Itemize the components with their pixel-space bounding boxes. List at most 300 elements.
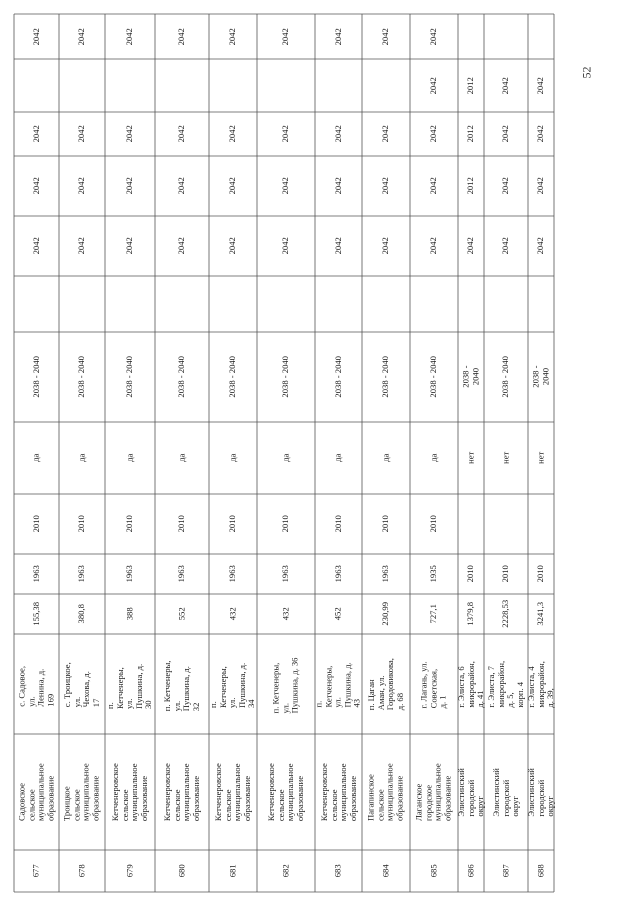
table-cell-c11 — [14, 216, 59, 276]
table-cell-area — [362, 594, 410, 634]
cell-text: 2042 — [76, 125, 87, 143]
table-cell-c10 — [528, 276, 554, 332]
table-cell-num — [315, 850, 362, 892]
table-cell-c13 — [59, 112, 105, 156]
table-cell-period — [155, 332, 209, 422]
table-cell-address — [14, 634, 59, 734]
table-cell-c14 — [155, 59, 209, 112]
cell-text: п. Кетченеры, ул. Пушкина, д. 36 — [270, 657, 300, 713]
table-cell-num — [14, 850, 59, 892]
table-cell-c12 — [209, 156, 257, 216]
table-cell-c15 — [528, 14, 554, 59]
table-cell-period — [362, 332, 410, 422]
table-cell-num — [257, 850, 315, 892]
cell-text: 230,99 — [380, 602, 391, 626]
table-cell-year_built — [528, 554, 554, 594]
cell-text: 2042 — [124, 177, 135, 195]
cell-text: да — [428, 453, 439, 463]
table-cell-period — [14, 332, 59, 422]
table-cell-flag — [528, 422, 554, 494]
table-cell-year_repair — [410, 494, 458, 554]
table-cell-year_repair — [484, 494, 528, 554]
table-cell-c13 — [209, 112, 257, 156]
table-cell-c10 — [410, 276, 458, 332]
table-cell-period — [257, 332, 315, 422]
cell-text: 2038 - 2040 — [428, 356, 439, 398]
cell-text: 2042 — [332, 27, 343, 46]
table-cell-c10 — [209, 276, 257, 332]
table-cell-c10 — [155, 276, 209, 332]
table-cell-flag — [410, 422, 458, 494]
cell-text: 1963 — [380, 565, 391, 583]
table-cell-c10 — [484, 276, 528, 332]
cell-text: да — [30, 453, 41, 463]
table-cell-num — [528, 850, 554, 892]
cell-text: 2042 — [500, 237, 511, 255]
table-cell-flag — [59, 422, 105, 494]
cell-text: 1963 — [76, 565, 87, 583]
table-cell-mo — [155, 734, 209, 850]
cell-text: 552 — [176, 607, 187, 621]
cell-text: 680 — [176, 864, 187, 878]
table-cell-c14 — [410, 59, 458, 112]
table-cell-year_built — [484, 554, 528, 594]
cell-text: 678 — [76, 864, 87, 878]
cell-text: да — [76, 453, 87, 463]
cell-text: 2042 — [428, 177, 439, 195]
cell-text: 2042 — [380, 125, 391, 143]
cell-text: 2038 - 2040 — [380, 356, 391, 398]
cell-text: 3241,3 — [535, 602, 546, 626]
cell-text: 1935 — [428, 565, 439, 583]
cell-text: Пагапинское сельское муниципальное образование — [365, 763, 405, 821]
cell-text: 2042 — [30, 27, 41, 46]
table-cell-year_repair — [362, 494, 410, 554]
cell-text: 2042 — [30, 125, 41, 143]
cell-text: 2010 — [380, 515, 391, 533]
table-cell-area — [484, 594, 528, 634]
cell-text: 2038 - 2040 — [176, 356, 187, 398]
table-cell-c15 — [410, 14, 458, 59]
table-cell-period — [59, 332, 105, 422]
cell-text: 2042 — [227, 177, 238, 195]
table-cell-area — [458, 594, 484, 634]
table-cell-c13 — [155, 112, 209, 156]
table-cell-period — [315, 332, 362, 422]
table-cell-flag — [315, 422, 362, 494]
table-cell-c11 — [458, 216, 484, 276]
cell-text: 683 — [332, 864, 343, 878]
cell-text: 2042 — [176, 177, 187, 195]
cell-text: 2010 — [227, 515, 238, 533]
cell-text: 2010 — [332, 515, 343, 533]
table-cell-c14 — [14, 59, 59, 112]
table-cell-c10 — [315, 276, 362, 332]
table-cell-year_built — [257, 554, 315, 594]
cell-text: 686 — [465, 864, 476, 878]
table-cell-c12 — [484, 156, 528, 216]
cell-text: 685 — [428, 864, 439, 878]
cell-text: 2038 - 2040 — [280, 356, 291, 398]
table-cell-area — [209, 594, 257, 634]
cell-text: да — [227, 453, 238, 463]
table-cell-c10 — [257, 276, 315, 332]
table-cell-c12 — [458, 156, 484, 216]
cell-text: 2042 — [535, 237, 546, 255]
cell-text: 2010 — [30, 515, 41, 533]
table-cell-flag — [105, 422, 155, 494]
cell-text: 2042 — [124, 237, 135, 255]
cell-text: 2042 — [124, 27, 135, 46]
table-cell-c11 — [155, 216, 209, 276]
cell-text: 2042 — [380, 237, 391, 255]
cell-text: 2042 — [227, 27, 238, 46]
cell-text: 1379,8 — [465, 602, 476, 626]
table-cell-address — [155, 634, 209, 734]
table-cell-c14 — [59, 59, 105, 112]
cell-text: п. Кетченеры, ул. Пушкина, д. 30 — [105, 663, 154, 709]
table-cell-c13 — [362, 112, 410, 156]
table-cell-address — [455, 634, 485, 734]
table-cell-area — [155, 594, 209, 634]
cell-text: Элистинский городской округ — [455, 767, 485, 817]
cell-text: нет — [465, 451, 476, 465]
table-cell-mo — [455, 734, 485, 850]
cell-text: 2042 — [176, 237, 187, 255]
table-cell-year_repair — [155, 494, 209, 554]
table-cell-flag — [257, 422, 315, 494]
table-cell-area — [315, 594, 362, 634]
table-cell-c10 — [362, 276, 410, 332]
cell-text: 1963 — [30, 565, 41, 583]
table-cell-c11 — [209, 216, 257, 276]
table-cell-flag — [14, 422, 59, 494]
cell-text: 2042 — [30, 237, 41, 255]
table-cell-c12 — [528, 156, 554, 216]
cell-text: 2038 - 2040 — [76, 356, 87, 398]
cell-text: 684 — [380, 864, 391, 878]
cell-text: 2042 — [535, 76, 546, 95]
table-cell-c14 — [484, 59, 528, 112]
page-number — [572, 60, 602, 84]
cell-text: п. Кетченеры, ул. Пушкина, д. 34 — [208, 662, 257, 708]
table-cell-year_built — [59, 554, 105, 594]
cell-text: г. Лагань, ул. Советская, д. 1 — [418, 660, 448, 708]
cell-text: 2042 — [535, 125, 546, 143]
cell-text: 1963 — [280, 565, 291, 583]
table-cell-year_built — [14, 554, 59, 594]
cell-text: г. Элиста, 4 микрорайон, д. 39, — [525, 660, 555, 708]
cell-text: 2042 — [280, 27, 291, 46]
table-cell-c13 — [257, 112, 315, 156]
table-cell-mo — [105, 734, 155, 850]
cell-text: 2042 — [124, 125, 135, 143]
cell-text: Кетченеровское сельское муниципальное образование — [212, 763, 252, 821]
table-cell-c10 — [14, 276, 59, 332]
document-page — [14, 14, 554, 892]
cell-text: Кетченеровское сельское муниципальное образование — [109, 763, 149, 821]
table-cell-c15 — [209, 14, 257, 59]
cell-text: 2042 — [500, 76, 511, 95]
table-cell-c15 — [315, 14, 362, 59]
table-cell-area — [105, 594, 155, 634]
table-cell-c12 — [257, 156, 315, 216]
cell-text: 2042 — [176, 125, 187, 143]
cell-text: 388 — [124, 607, 135, 621]
table-cell-period — [410, 332, 458, 422]
table-cell-c11 — [257, 216, 315, 276]
cell-text: 432 — [227, 607, 238, 621]
table-cell-c12 — [14, 156, 59, 216]
table-cell-year_built — [315, 554, 362, 594]
cell-text: 2010 — [428, 515, 439, 533]
table-cell-num — [362, 850, 410, 892]
cell-text: Элистинский городской округ — [525, 767, 555, 817]
cell-text: 2010 — [500, 565, 511, 583]
cell-text: да — [124, 453, 135, 463]
table-cell-year_repair — [528, 494, 554, 554]
table-cell-year_built — [105, 554, 155, 594]
cell-text: 2042 — [76, 237, 87, 255]
table-cell-flag — [209, 422, 257, 494]
cell-text: 2042 — [227, 125, 238, 143]
cell-text: 2010 — [76, 515, 87, 533]
cell-text: 452 — [332, 607, 343, 621]
cell-text: г. Элиста, 7 микрорайон, д. 5, корп. 4 — [485, 660, 525, 708]
table-cell-c13 — [410, 112, 458, 156]
cell-text: 432 — [280, 607, 291, 621]
table-cell-num — [155, 850, 209, 892]
table-cell-c15 — [155, 14, 209, 59]
table-cell-flag — [362, 422, 410, 494]
table-cell-address — [257, 634, 315, 734]
cell-text: 2012 — [465, 177, 476, 195]
table-cell-c11 — [528, 216, 554, 276]
table-cell-c11 — [315, 216, 362, 276]
table-cell-c12 — [105, 156, 155, 216]
table-cell-address — [362, 634, 410, 734]
cell-text: да — [176, 453, 187, 463]
table-cell-mo — [484, 734, 528, 850]
cell-text: 2012 — [465, 125, 476, 143]
cell-text: 687 — [500, 864, 511, 878]
table-cell-area — [410, 594, 458, 634]
page-number-text: 52 — [579, 66, 594, 78]
cell-text: Кетченеровское сельское муниципальное образование — [161, 763, 201, 821]
cell-text: 2042 — [465, 237, 476, 255]
cell-text: 2038 - 2040 — [530, 365, 550, 389]
cell-text: п. Кетченеры, ул. Пушкина, д. 43 — [313, 662, 362, 708]
cell-text: 2012 — [465, 76, 476, 95]
table-cell-c15 — [458, 14, 484, 59]
cell-text: п. Кетченеры, ул. Пушкина, д. 32 — [161, 660, 201, 711]
cell-text: 2042 — [428, 125, 439, 143]
cell-text: 2038 - 2040 — [30, 356, 41, 398]
table-cell-c15 — [257, 14, 315, 59]
table-cell-address — [209, 634, 257, 734]
table-cell-year_repair — [105, 494, 155, 554]
table-cell-address — [315, 634, 362, 734]
table-cell-mo — [257, 734, 315, 850]
table-cell-flag — [458, 422, 484, 494]
cell-text: 1963 — [176, 565, 187, 583]
table-cell-year_repair — [257, 494, 315, 554]
table-cell-address — [410, 634, 458, 734]
table-cell-num — [458, 850, 484, 892]
cell-text: 2042 — [227, 237, 238, 255]
cell-text: 727,1 — [428, 604, 439, 624]
cell-text: 380,8 — [76, 604, 87, 624]
cell-text: с. Троицкое, ул. Чехова, д. 17 — [61, 662, 101, 707]
table-cell-year_built — [458, 554, 484, 594]
table-cell-address — [105, 634, 155, 734]
cell-text: 2010 — [535, 565, 546, 583]
cell-text: 2042 — [76, 27, 87, 46]
table-cell-c15 — [59, 14, 105, 59]
table-cell-year_repair — [59, 494, 105, 554]
table-cell-c12 — [315, 156, 362, 216]
cell-text: 2038 - 2040 — [124, 356, 135, 398]
table-cell-num — [410, 850, 458, 892]
table-cell-c15 — [105, 14, 155, 59]
cell-text: 2042 — [380, 177, 391, 195]
table-cell-mo — [410, 734, 458, 850]
table-cell-c15 — [362, 14, 410, 59]
table-cell-period — [105, 332, 155, 422]
table-cell-c14 — [528, 59, 554, 112]
table-cell-area — [59, 594, 105, 634]
table-cell-c13 — [105, 112, 155, 156]
table-cell-c11 — [105, 216, 155, 276]
cell-text: 2042 — [332, 237, 343, 255]
table-cell-c13 — [484, 112, 528, 156]
table-cell-area — [528, 594, 554, 634]
table-cell-c12 — [155, 156, 209, 216]
table-cell-c13 — [458, 112, 484, 156]
cell-text: 2010 — [176, 515, 187, 533]
cell-text: 1963 — [227, 565, 238, 583]
table-cell-c11 — [484, 216, 528, 276]
cell-text: 155,38 — [30, 602, 41, 626]
cell-text: 2042 — [428, 237, 439, 255]
cell-text: 2042 — [535, 177, 546, 195]
cell-text: 2038 - 2040 — [332, 356, 343, 398]
table-cell-c11 — [59, 216, 105, 276]
table-cell-flag — [484, 422, 528, 494]
cell-text: 681 — [227, 864, 238, 878]
cell-text: 2042 — [280, 237, 291, 255]
table-cell-c10 — [458, 276, 484, 332]
cell-text: 2042 — [30, 177, 41, 195]
table-cell-c13 — [14, 112, 59, 156]
table-cell-c13 — [528, 112, 554, 156]
table-cell-c10 — [105, 276, 155, 332]
cell-text: 679 — [124, 864, 135, 878]
cell-text: да — [380, 453, 391, 463]
table-cell-area — [14, 594, 59, 634]
cell-text: 2042 — [280, 177, 291, 195]
table-cell-mo — [59, 734, 105, 850]
table-cell-year_built — [362, 554, 410, 594]
table-cell-c14 — [315, 59, 362, 112]
table-cell-mo — [209, 734, 257, 850]
table-cell-c14 — [458, 59, 484, 112]
cell-text: 2042 — [332, 177, 343, 195]
table-cell-c11 — [410, 216, 458, 276]
cell-text: 2038 - 2040 — [227, 356, 238, 398]
table-cell-num — [209, 850, 257, 892]
cell-text: 2042 — [500, 125, 511, 143]
cell-text: 2010 — [280, 515, 291, 533]
table-cell-year_repair — [209, 494, 257, 554]
table-cell-address — [59, 634, 105, 734]
cell-text: 1963 — [332, 565, 343, 583]
table-cell-mo — [362, 734, 410, 850]
cell-text: Троицкое сельское муниципальное образование — [61, 763, 101, 821]
table-cell-address — [525, 634, 555, 734]
cell-text: нет — [500, 451, 511, 465]
table-cell-c14 — [105, 59, 155, 112]
table-cell-period — [484, 332, 528, 422]
cell-text: 1963 — [124, 565, 135, 583]
cell-text: 2010 — [124, 515, 135, 533]
cell-text: 682 — [280, 864, 291, 878]
table-cell-c12 — [410, 156, 458, 216]
table-cell-c12 — [362, 156, 410, 216]
cell-text: 2038 - 2040 — [460, 365, 480, 389]
table-cell-num — [484, 850, 528, 892]
table-cell-c14 — [362, 59, 410, 112]
table-cell-flag — [155, 422, 209, 494]
cell-text: 2042 — [280, 125, 291, 143]
cell-text: 677 — [30, 864, 41, 878]
cell-text: Кетченеровское сельское муниципальное образование — [265, 763, 305, 821]
cell-text: г. Элиста, 6 микрорайон, д. 41 — [455, 660, 485, 708]
table-cell-period — [209, 332, 257, 422]
table-cell-area — [257, 594, 315, 634]
table-cell-period — [458, 332, 484, 422]
table-cell-num — [105, 850, 155, 892]
cell-text: 2042 — [428, 27, 439, 46]
table-cell-c10 — [59, 276, 105, 332]
table-cell-c13 — [315, 112, 362, 156]
table-cell-c15 — [14, 14, 59, 59]
table-cell-year_repair — [315, 494, 362, 554]
cell-text: 2010 — [465, 565, 476, 583]
table-cell-year_repair — [458, 494, 484, 554]
table-cell-c12 — [59, 156, 105, 216]
cell-text: да — [280, 453, 291, 463]
table-cell-year_built — [410, 554, 458, 594]
table-cell-c11 — [362, 216, 410, 276]
cell-text: 2038 - 2040 — [500, 356, 511, 398]
cell-text: Садовское сельское муниципальное образование — [16, 763, 56, 821]
table-cell-year_repair — [14, 494, 59, 554]
cell-text: 2042 — [380, 27, 391, 46]
cell-text: 2042 — [76, 177, 87, 195]
cell-text: 2042 — [500, 177, 511, 195]
cell-text: 2228,53 — [500, 600, 511, 628]
table-cell-mo — [525, 734, 555, 850]
cell-text: Лаганское городское муниципальное образование — [413, 763, 453, 821]
table-cell-address — [484, 634, 528, 734]
cell-text: Элистинский городской округ — [490, 767, 520, 817]
table-cell-period — [528, 332, 554, 422]
cell-text: 688 — [535, 864, 546, 878]
table-cell-c14 — [257, 59, 315, 112]
cell-text: нет — [535, 451, 546, 465]
table-cell-year_built — [209, 554, 257, 594]
